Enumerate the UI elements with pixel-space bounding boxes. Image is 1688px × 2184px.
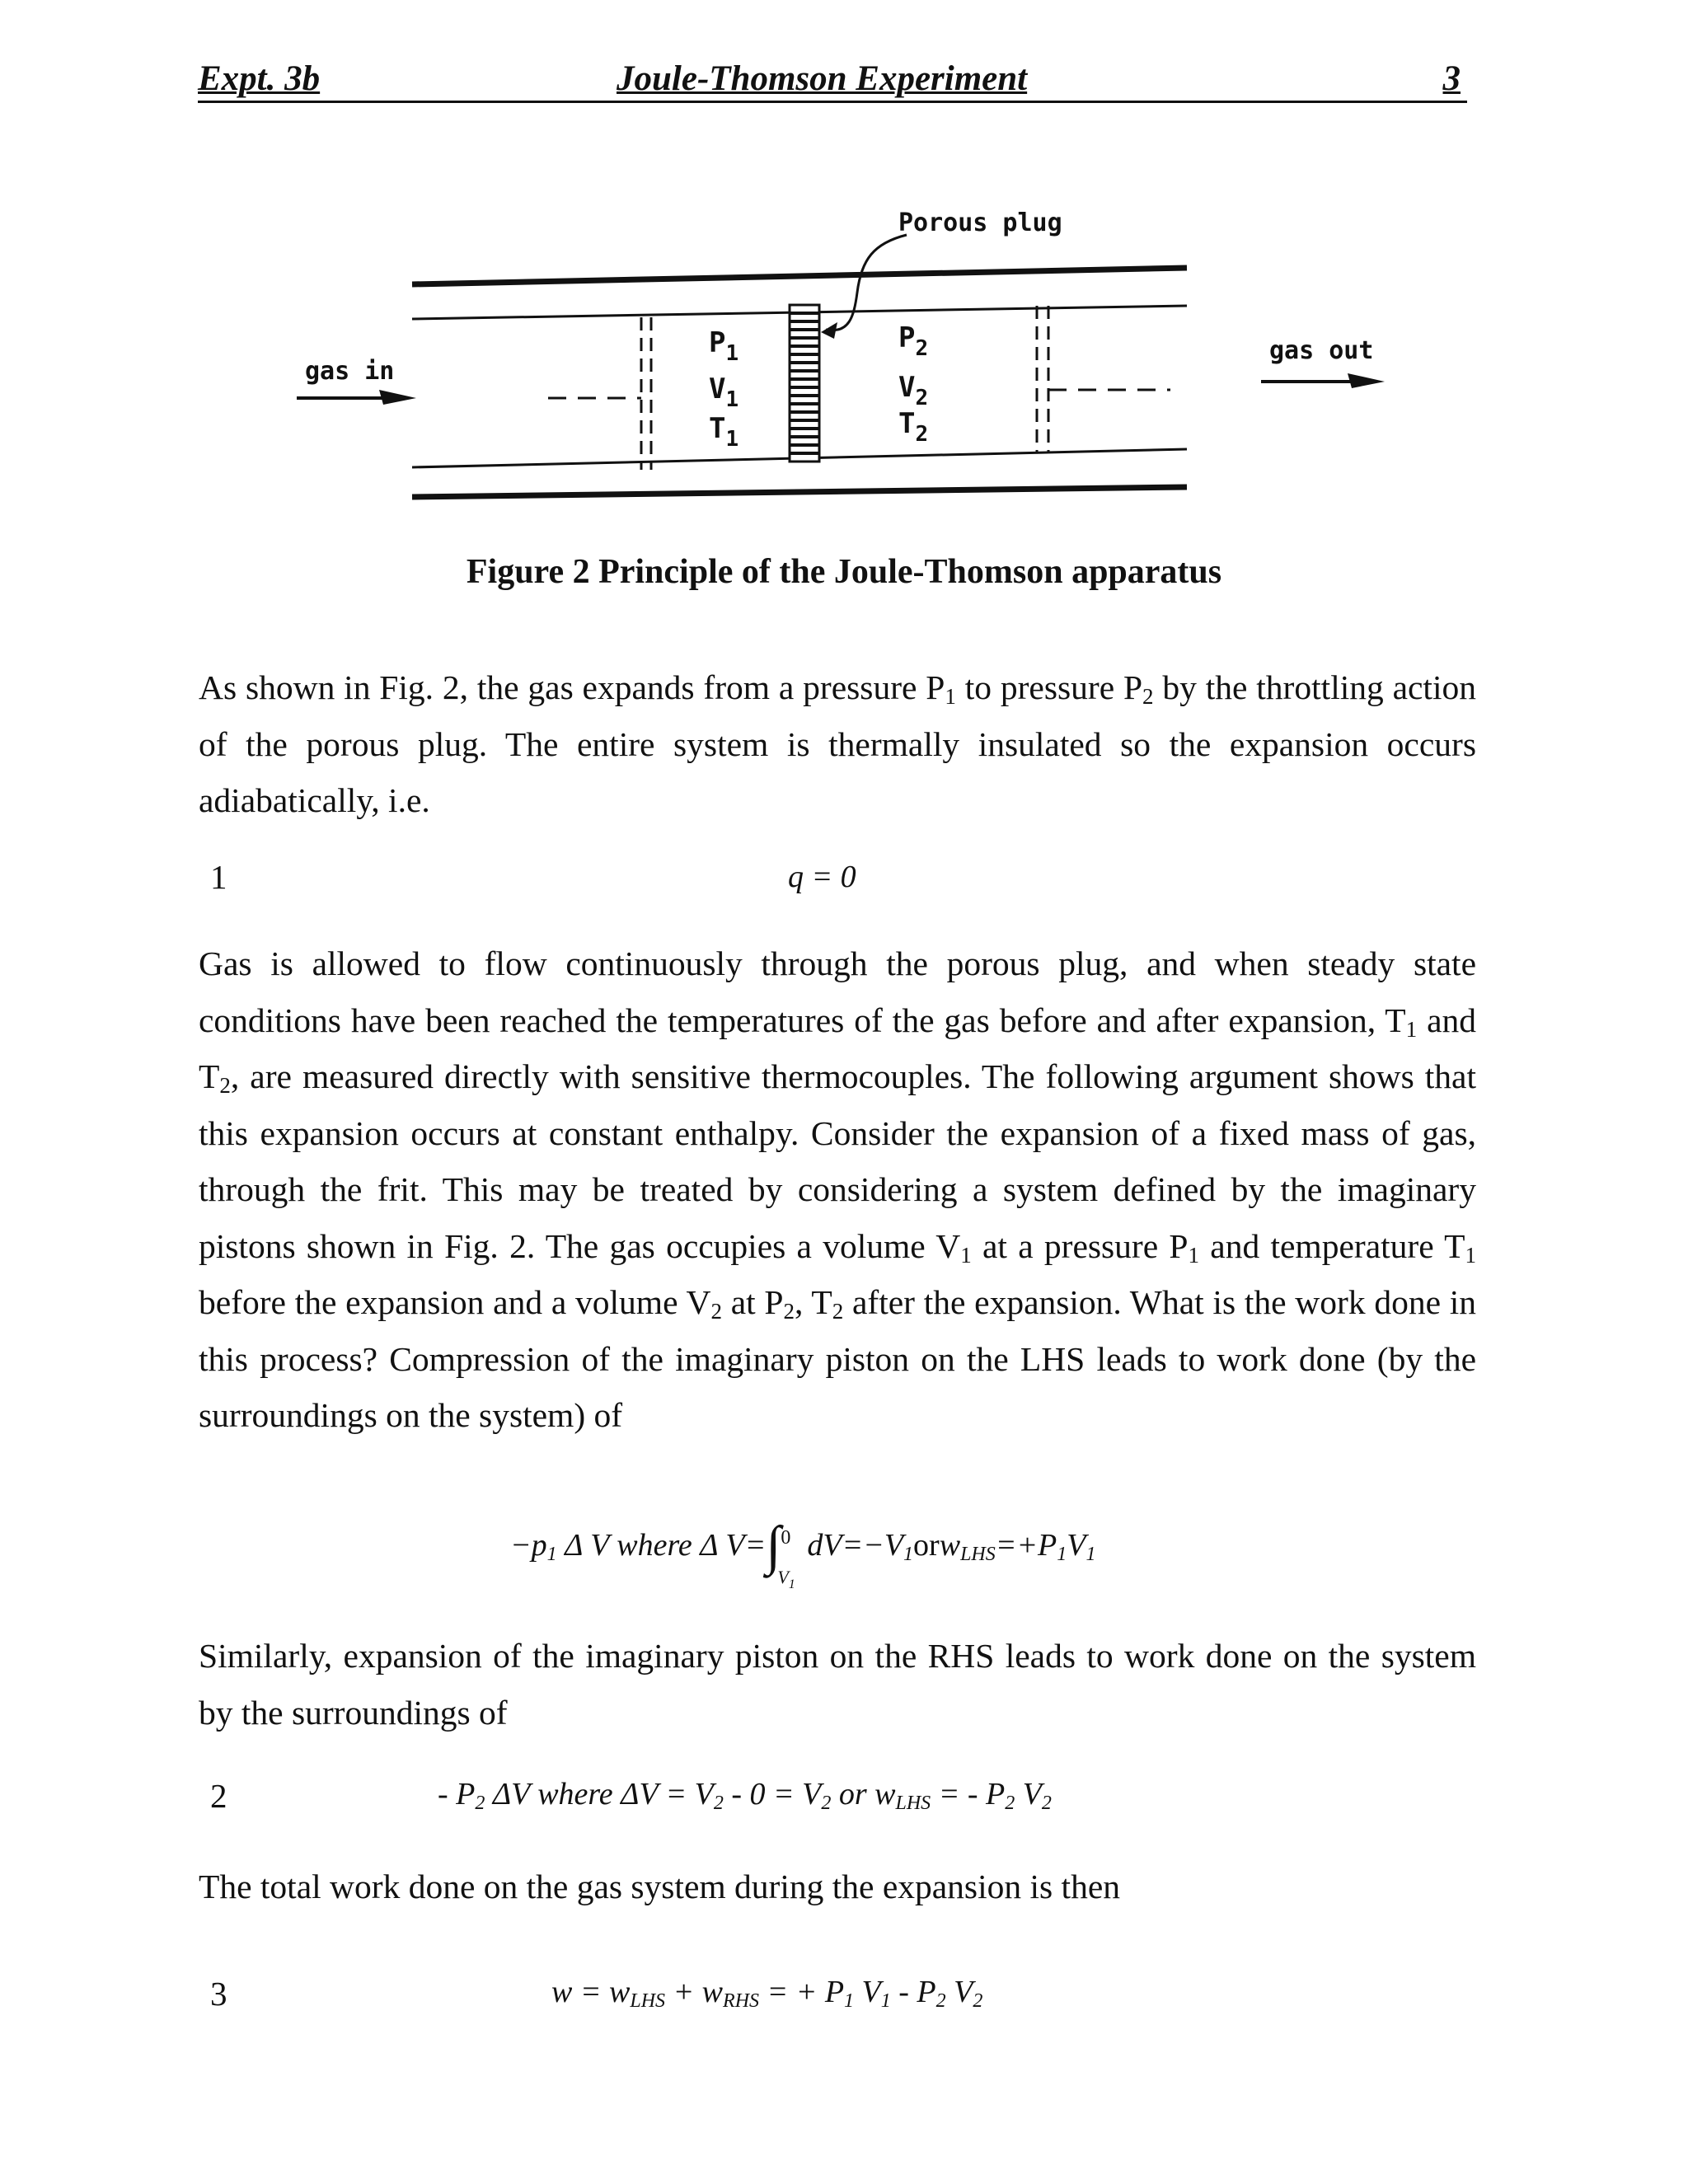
- apparatus-diagram: [280, 194, 1434, 540]
- p2-label: $P_2$: [898, 321, 929, 361]
- v1-label: $V_1$: [709, 373, 739, 412]
- v2-label: $V_2$: [898, 371, 929, 410]
- equation-body: - $P_2$ ΔV where $\Delta V = V_2 - 0 = V_2$ or $w_{LHS}$ = - $P_2$ $V_2$: [438, 1777, 1052, 1814]
- experiment-title: Joule-Thomson Experiment: [617, 59, 1028, 98]
- outer-wall-top: [412, 268, 1187, 284]
- t1-label: $T_1$: [709, 412, 739, 452]
- equation-number: 2: [210, 1777, 227, 1815]
- equation-2: [199, 1776, 1484, 1834]
- gas-in-arrowhead: [379, 390, 416, 405]
- outer-wall-bottom: [412, 487, 1187, 497]
- equation-body: q = 0: [788, 860, 856, 894]
- porous-plug-label: Porous plug: [898, 209, 1062, 237]
- gas-out-arrowhead: [1348, 373, 1385, 388]
- left-piston-dashed: [641, 317, 651, 470]
- plug-pointer-line: [826, 235, 907, 330]
- equation-work-lhs-body: $-p_1$ Δ V where Δ V=∫ 0 $V_1$ $dV=-V_1orw_{LHS}=+P_1V_1$: [510, 1516, 1096, 1591]
- page-number: 3: [1442, 59, 1461, 98]
- joule-thomson-figure: [280, 194, 1434, 540]
- right-piston-dashed: [1037, 306, 1048, 453]
- t2-label: $T_2$: [898, 407, 929, 447]
- experiment-number: Expt. 3b: [198, 59, 321, 98]
- gas-in-label: gas in: [305, 357, 395, 386]
- figure-caption-text: Figure 2 Principle of the Joule-Thomson apparatus: [466, 553, 1222, 591]
- paragraph-steady-state: Gas is allowed to flow continuously through the porous plug, and when steady state conditions have been reached the temperatures of the gas before and after expansion, $T_1$ and $T_2$, are measured directly with sensitive thermocouples. The following argument shows that this expansion occurs at constant enthalpy. Consider the expansion of a fixed mass of gas, through the frit. This may be treated by considering a system defined by the imaginary pistons shown in Fig. 2. The gas occupies a volume $V_1$ at a pressure $P_1$ and temperature $T_1$ before the expansion and a volume $V_2$ at $P_2$, $T_2$ after the expansion. What is the work done in this process? Compression of the imaginary piston on the LHS leads to work done (by the surroundings on the system) of: [199, 944, 1477, 1434]
- paragraph-adiabatic: As shown in Fig. 2, the gas expands from a pressure $P_1$ to pressure $P_2$ by the throttling action of the porous plug. The entire system is thermally insulated so the expansion occurs adiabatically, i.e.: [199, 668, 1476, 819]
- porous-plug-shape: [790, 305, 819, 462]
- equation-number: 1: [210, 858, 227, 896]
- equation-body: $w = w_{LHS} + w_{RHS}$ = + $P_1$ $V_1 - P_2$ $V_2$: [551, 1975, 983, 2012]
- paragraph-rhs-expansion: Similarly, expansion of the imaginary piston on the RHS leads to work done on the system by the surroundings of: [199, 1637, 1476, 1732]
- equation-3: [199, 1974, 1484, 2032]
- equation-work-lhs: [199, 1500, 1484, 1591]
- gas-out-label: gas out: [1269, 336, 1374, 365]
- p1-label: $P_1$: [709, 326, 739, 366]
- paragraph-total-work: The total work done on the gas system during the expansion is then: [199, 1868, 1120, 1905]
- figure-caption: [0, 552, 1688, 592]
- plug-pointer-arrowhead: [821, 322, 837, 339]
- equation-1: [199, 857, 1484, 915]
- equation-number: 3: [210, 1975, 227, 2013]
- page-header: [198, 58, 1467, 103]
